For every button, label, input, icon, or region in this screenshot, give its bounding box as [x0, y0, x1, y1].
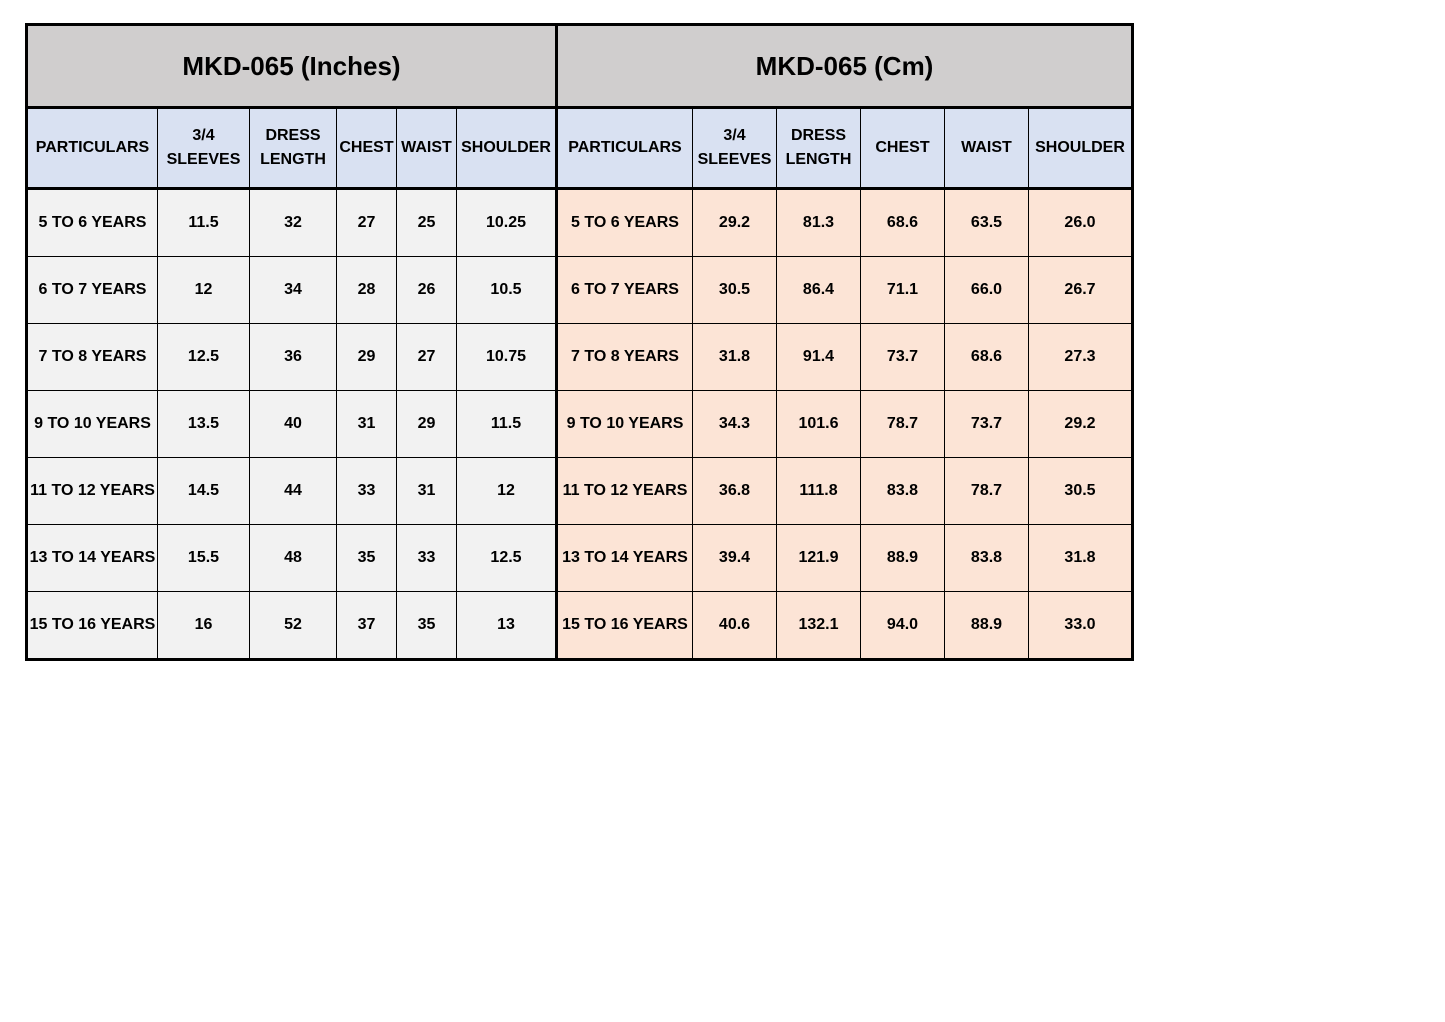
table-row — [27, 324, 1133, 391]
size-chart-table — [25, 23, 1134, 661]
inches-value-cell: 12.5 — [457, 525, 557, 592]
cm-age-range-cell: 9 TO 10 YEARS — [557, 391, 693, 458]
inches-value-cell: 25 — [397, 189, 457, 257]
inches-value-cell: 37 — [337, 592, 397, 660]
table-row — [27, 525, 1133, 592]
inches-value-cell: 36 — [250, 324, 337, 391]
cm-value-cell: 29.2 — [693, 189, 777, 257]
inches-value-cell: 10.5 — [457, 257, 557, 324]
cm-value-cell: 63.5 — [945, 189, 1029, 257]
cm-value-cell: 30.5 — [1029, 458, 1133, 525]
inches-value-cell: 29 — [337, 324, 397, 391]
table-row — [27, 391, 1133, 458]
cm-header-waist: WAIST — [945, 108, 1029, 189]
cm-value-cell: 71.1 — [861, 257, 945, 324]
cm-value-cell: 94.0 — [861, 592, 945, 660]
cm-value-cell: 26.7 — [1029, 257, 1133, 324]
inches-age-range-cell: 6 TO 7 YEARS — [27, 257, 158, 324]
inches-value-cell: 15.5 — [158, 525, 250, 592]
cm-value-cell: 121.9 — [777, 525, 861, 592]
cm-value-cell: 73.7 — [945, 391, 1029, 458]
inches-value-cell: 16 — [158, 592, 250, 660]
inches-value-cell: 27 — [397, 324, 457, 391]
inches-value-cell: 35 — [337, 525, 397, 592]
inches-value-cell: 28 — [337, 257, 397, 324]
inches-value-cell: 10.25 — [457, 189, 557, 257]
inches-age-range-cell: 15 TO 16 YEARS — [27, 592, 158, 660]
cm-value-cell: 83.8 — [945, 525, 1029, 592]
column-header-row — [27, 108, 1133, 189]
cm-value-cell: 68.6 — [945, 324, 1029, 391]
inches-value-cell: 33 — [397, 525, 457, 592]
inches-value-cell: 12.5 — [158, 324, 250, 391]
inches-value-cell: 32 — [250, 189, 337, 257]
inches-age-range-cell: 5 TO 6 YEARS — [27, 189, 158, 257]
cm-age-range-cell: 7 TO 8 YEARS — [557, 324, 693, 391]
inches-value-cell: 35 — [397, 592, 457, 660]
cm-header-chest: CHEST — [861, 108, 945, 189]
inches-value-cell: 27 — [337, 189, 397, 257]
inches-header-chest: CHEST — [337, 108, 397, 189]
cm-value-cell: 30.5 — [693, 257, 777, 324]
table-row — [27, 592, 1133, 660]
cm-header-sleeves: 3/4 SLEEVES — [693, 108, 777, 189]
inches-value-cell: 40 — [250, 391, 337, 458]
inches-header-waist: WAIST — [397, 108, 457, 189]
inches-value-cell: 34 — [250, 257, 337, 324]
inches-value-cell: 13.5 — [158, 391, 250, 458]
cm-value-cell: 132.1 — [777, 592, 861, 660]
cm-age-range-cell: 11 TO 12 YEARS — [557, 458, 693, 525]
inches-value-cell: 13 — [457, 592, 557, 660]
cm-header-shoulder: SHOULDER — [1029, 108, 1133, 189]
cm-value-cell: 81.3 — [777, 189, 861, 257]
cm-age-range-cell: 13 TO 14 YEARS — [557, 525, 693, 592]
cm-value-cell: 31.8 — [1029, 525, 1133, 592]
table-row — [27, 458, 1133, 525]
cm-value-cell: 29.2 — [1029, 391, 1133, 458]
cm-header-particulars: PARTICULARS — [557, 108, 693, 189]
cm-value-cell: 66.0 — [945, 257, 1029, 324]
inches-value-cell: 14.5 — [158, 458, 250, 525]
inches-value-cell: 11.5 — [158, 189, 250, 257]
cm-value-cell: 78.7 — [945, 458, 1029, 525]
title-row — [27, 25, 1133, 108]
inches-age-range-cell: 9 TO 10 YEARS — [27, 391, 158, 458]
inches-header-particulars: PARTICULARS — [27, 108, 158, 189]
cm-age-range-cell: 15 TO 16 YEARS — [557, 592, 693, 660]
inches-value-cell: 44 — [250, 458, 337, 525]
cm-value-cell: 26.0 — [1029, 189, 1133, 257]
inches-value-cell: 31 — [337, 391, 397, 458]
inches-age-range-cell: 7 TO 8 YEARS — [27, 324, 158, 391]
cm-value-cell: 83.8 — [861, 458, 945, 525]
cm-value-cell: 27.3 — [1029, 324, 1133, 391]
cm-value-cell: 73.7 — [861, 324, 945, 391]
cm-age-range-cell: 6 TO 7 YEARS — [557, 257, 693, 324]
inches-value-cell: 33 — [337, 458, 397, 525]
cm-value-cell: 88.9 — [945, 592, 1029, 660]
cm-header-dress-length: DRESS LENGTH — [777, 108, 861, 189]
inches-age-range-cell: 13 TO 14 YEARS — [27, 525, 158, 592]
cm-value-cell: 36.8 — [693, 458, 777, 525]
inches-header-sleeves: 3/4 SLEEVES — [158, 108, 250, 189]
cm-value-cell: 40.6 — [693, 592, 777, 660]
inches-value-cell: 12 — [158, 257, 250, 324]
cm-value-cell: 31.8 — [693, 324, 777, 391]
size-rows — [27, 189, 1133, 660]
cm-value-cell: 86.4 — [777, 257, 861, 324]
inches-value-cell: 11.5 — [457, 391, 557, 458]
cm-value-cell: 33.0 — [1029, 592, 1133, 660]
inches-value-cell: 29 — [397, 391, 457, 458]
table-row — [27, 189, 1133, 257]
inches-value-cell: 26 — [397, 257, 457, 324]
cm-value-cell: 39.4 — [693, 525, 777, 592]
cm-value-cell: 34.3 — [693, 391, 777, 458]
cm-age-range-cell: 5 TO 6 YEARS — [557, 189, 693, 257]
inches-header-shoulder: SHOULDER — [457, 108, 557, 189]
cm-value-cell: 88.9 — [861, 525, 945, 592]
inches-value-cell: 52 — [250, 592, 337, 660]
inches-value-cell: 10.75 — [457, 324, 557, 391]
inches-value-cell: 48 — [250, 525, 337, 592]
inches-value-cell: 12 — [457, 458, 557, 525]
inches-value-cell: 31 — [397, 458, 457, 525]
cm-value-cell: 111.8 — [777, 458, 861, 525]
table-row — [27, 257, 1133, 324]
cm-value-cell: 91.4 — [777, 324, 861, 391]
cm-value-cell: 78.7 — [861, 391, 945, 458]
inches-table-title: MKD-065 (Inches) — [27, 25, 557, 108]
cm-table-title: MKD-065 (Cm) — [557, 25, 1133, 108]
cm-value-cell: 68.6 — [861, 189, 945, 257]
cm-value-cell: 101.6 — [777, 391, 861, 458]
inches-header-dress-length: DRESS LENGTH — [250, 108, 337, 189]
inches-age-range-cell: 11 TO 12 YEARS — [27, 458, 158, 525]
